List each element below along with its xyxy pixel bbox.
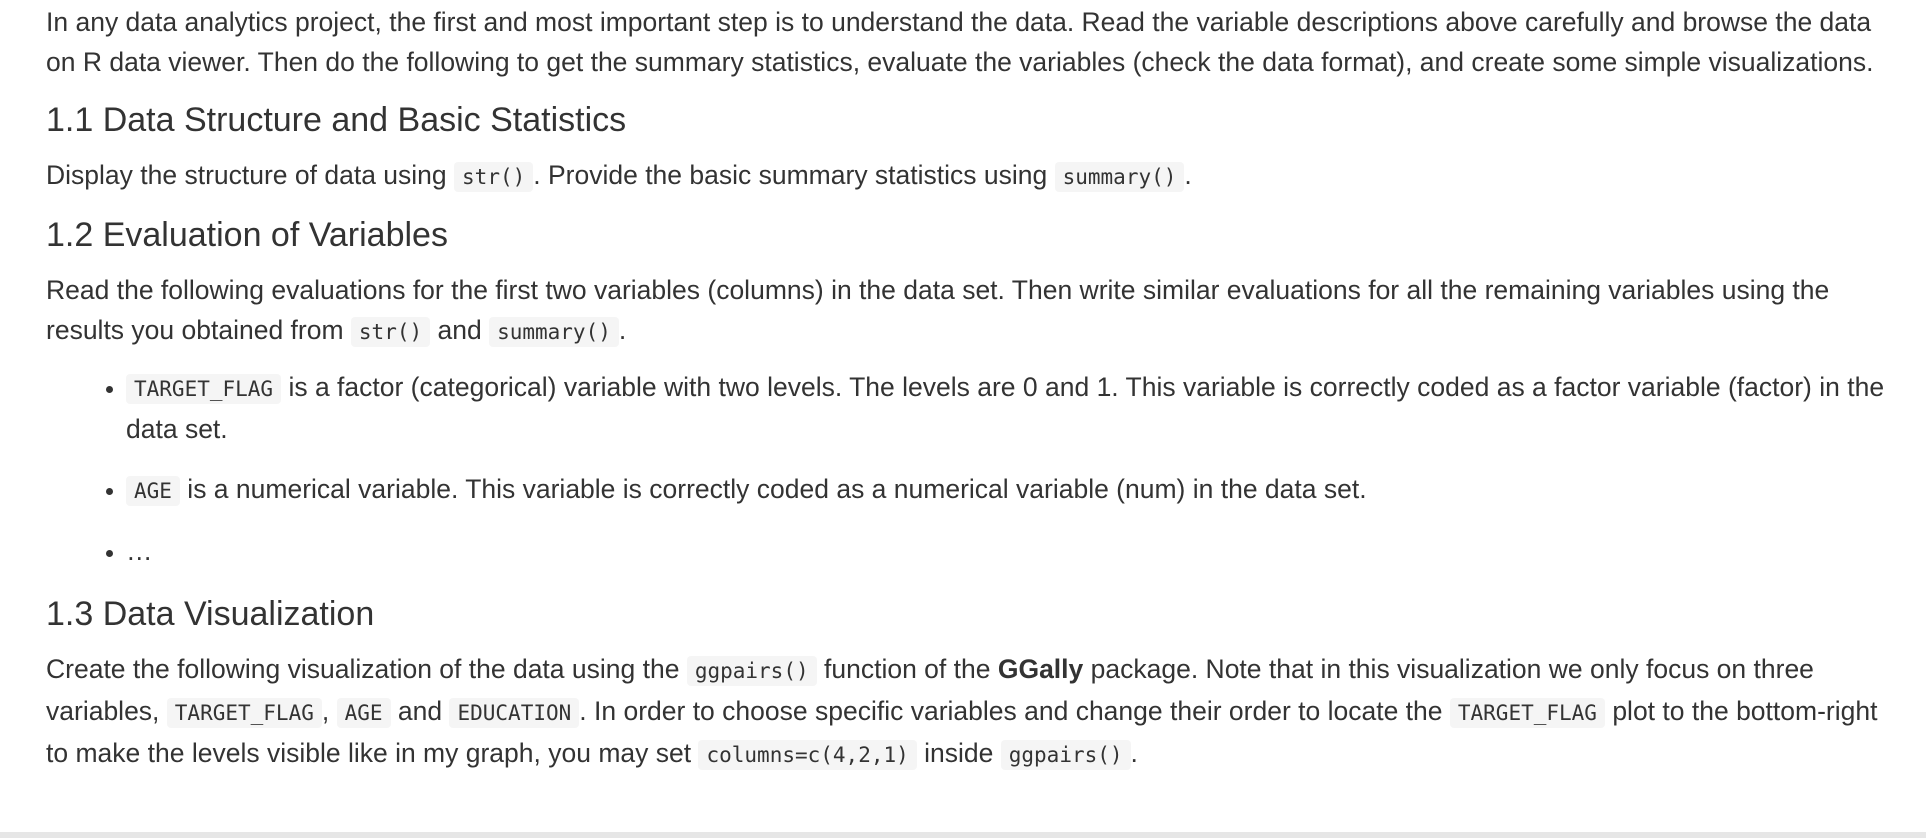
inline-code-summary: summary() [1055, 162, 1185, 192]
inline-code-ggpairs: ggpairs() [687, 656, 817, 686]
inline-code-ggpairs: ggpairs() [1001, 740, 1131, 770]
bottom-divider [0, 832, 1926, 838]
section-heading-visualization: 1.3 Data Visualization [46, 595, 375, 633]
evaluation-list [46, 367, 1896, 571]
inline-code-target-flag: TARGET_FLAG [1450, 698, 1605, 728]
inline-code-str: str() [351, 317, 430, 347]
inline-code-target-flag: TARGET_FLAG [126, 374, 281, 404]
text-span: function of the [816, 654, 998, 684]
section-heading-data-structure: 1.1 Data Structure and Basic Statistics [46, 101, 627, 139]
ellipsis-text: … [126, 536, 155, 566]
text-span: . [618, 315, 627, 345]
text-span: package. Note that in this visualization we only focus on three variables, [46, 654, 1814, 726]
inline-code-summary: summary() [489, 317, 619, 347]
list-item-age [126, 469, 1896, 511]
package-name-ggally: GGally [997, 654, 1084, 684]
inline-code-education: EDUCATION [449, 698, 579, 728]
inline-code-str: str() [454, 162, 533, 192]
list-item-text: is a factor (categorical) variable with two levels. The levels are 0 and 1. This variable is correctly coded as a factor variable (factor) in the data set. [126, 372, 1885, 444]
text-span: Create the following visualization of the data using the [46, 654, 687, 684]
text-span: . In order to choose specific variables and change their order to locate the [579, 696, 1450, 726]
document-body [46, 2, 1896, 775]
section-heading-evaluation: 1.2 Evaluation of Variables [46, 216, 448, 254]
list-item-target-flag [126, 367, 1896, 449]
text-span: , [321, 696, 337, 726]
visualization-paragraph [46, 649, 1896, 775]
text-span: Display the structure of data using [46, 160, 455, 190]
evaluation-paragraph [46, 270, 1896, 352]
text-span: Read the following evaluations for the first two variables (columns) in the data set. Then write similar evaluations for all the remaining variables using the results you obtained from [46, 275, 1830, 345]
text-span: . [1130, 738, 1138, 768]
text-span: plot to the bottom-right to make the levels visible like in my graph, you may set [46, 696, 1878, 768]
list-item-text: is a numerical variable. This variable is correctly coded as a numerical variable (num) in the data set. [179, 474, 1367, 504]
data-structure-paragraph [46, 155, 1896, 197]
inline-code-age: AGE [126, 476, 180, 506]
text-span: . Provide the basic summary statistics using [533, 160, 1055, 190]
text-span: and [430, 315, 490, 345]
list-item-ellipsis [126, 531, 1896, 571]
intro-paragraph: In any data analytics project, the first and most important step is to understand the data. Read the variable descriptions above carefully and browse the data on R data viewer. Then do the following to get the summary statistics, evaluate the variables (check the data format), and create some simple visualizations. [46, 7, 1874, 77]
text-span: . [1184, 160, 1192, 190]
inline-code-columns: columns=c(4,2,1) [698, 740, 916, 770]
inline-code-age: AGE [337, 698, 391, 728]
text-span: inside [916, 738, 1001, 768]
inline-code-target-flag: TARGET_FLAG [167, 698, 322, 728]
text-span: and [390, 696, 450, 726]
